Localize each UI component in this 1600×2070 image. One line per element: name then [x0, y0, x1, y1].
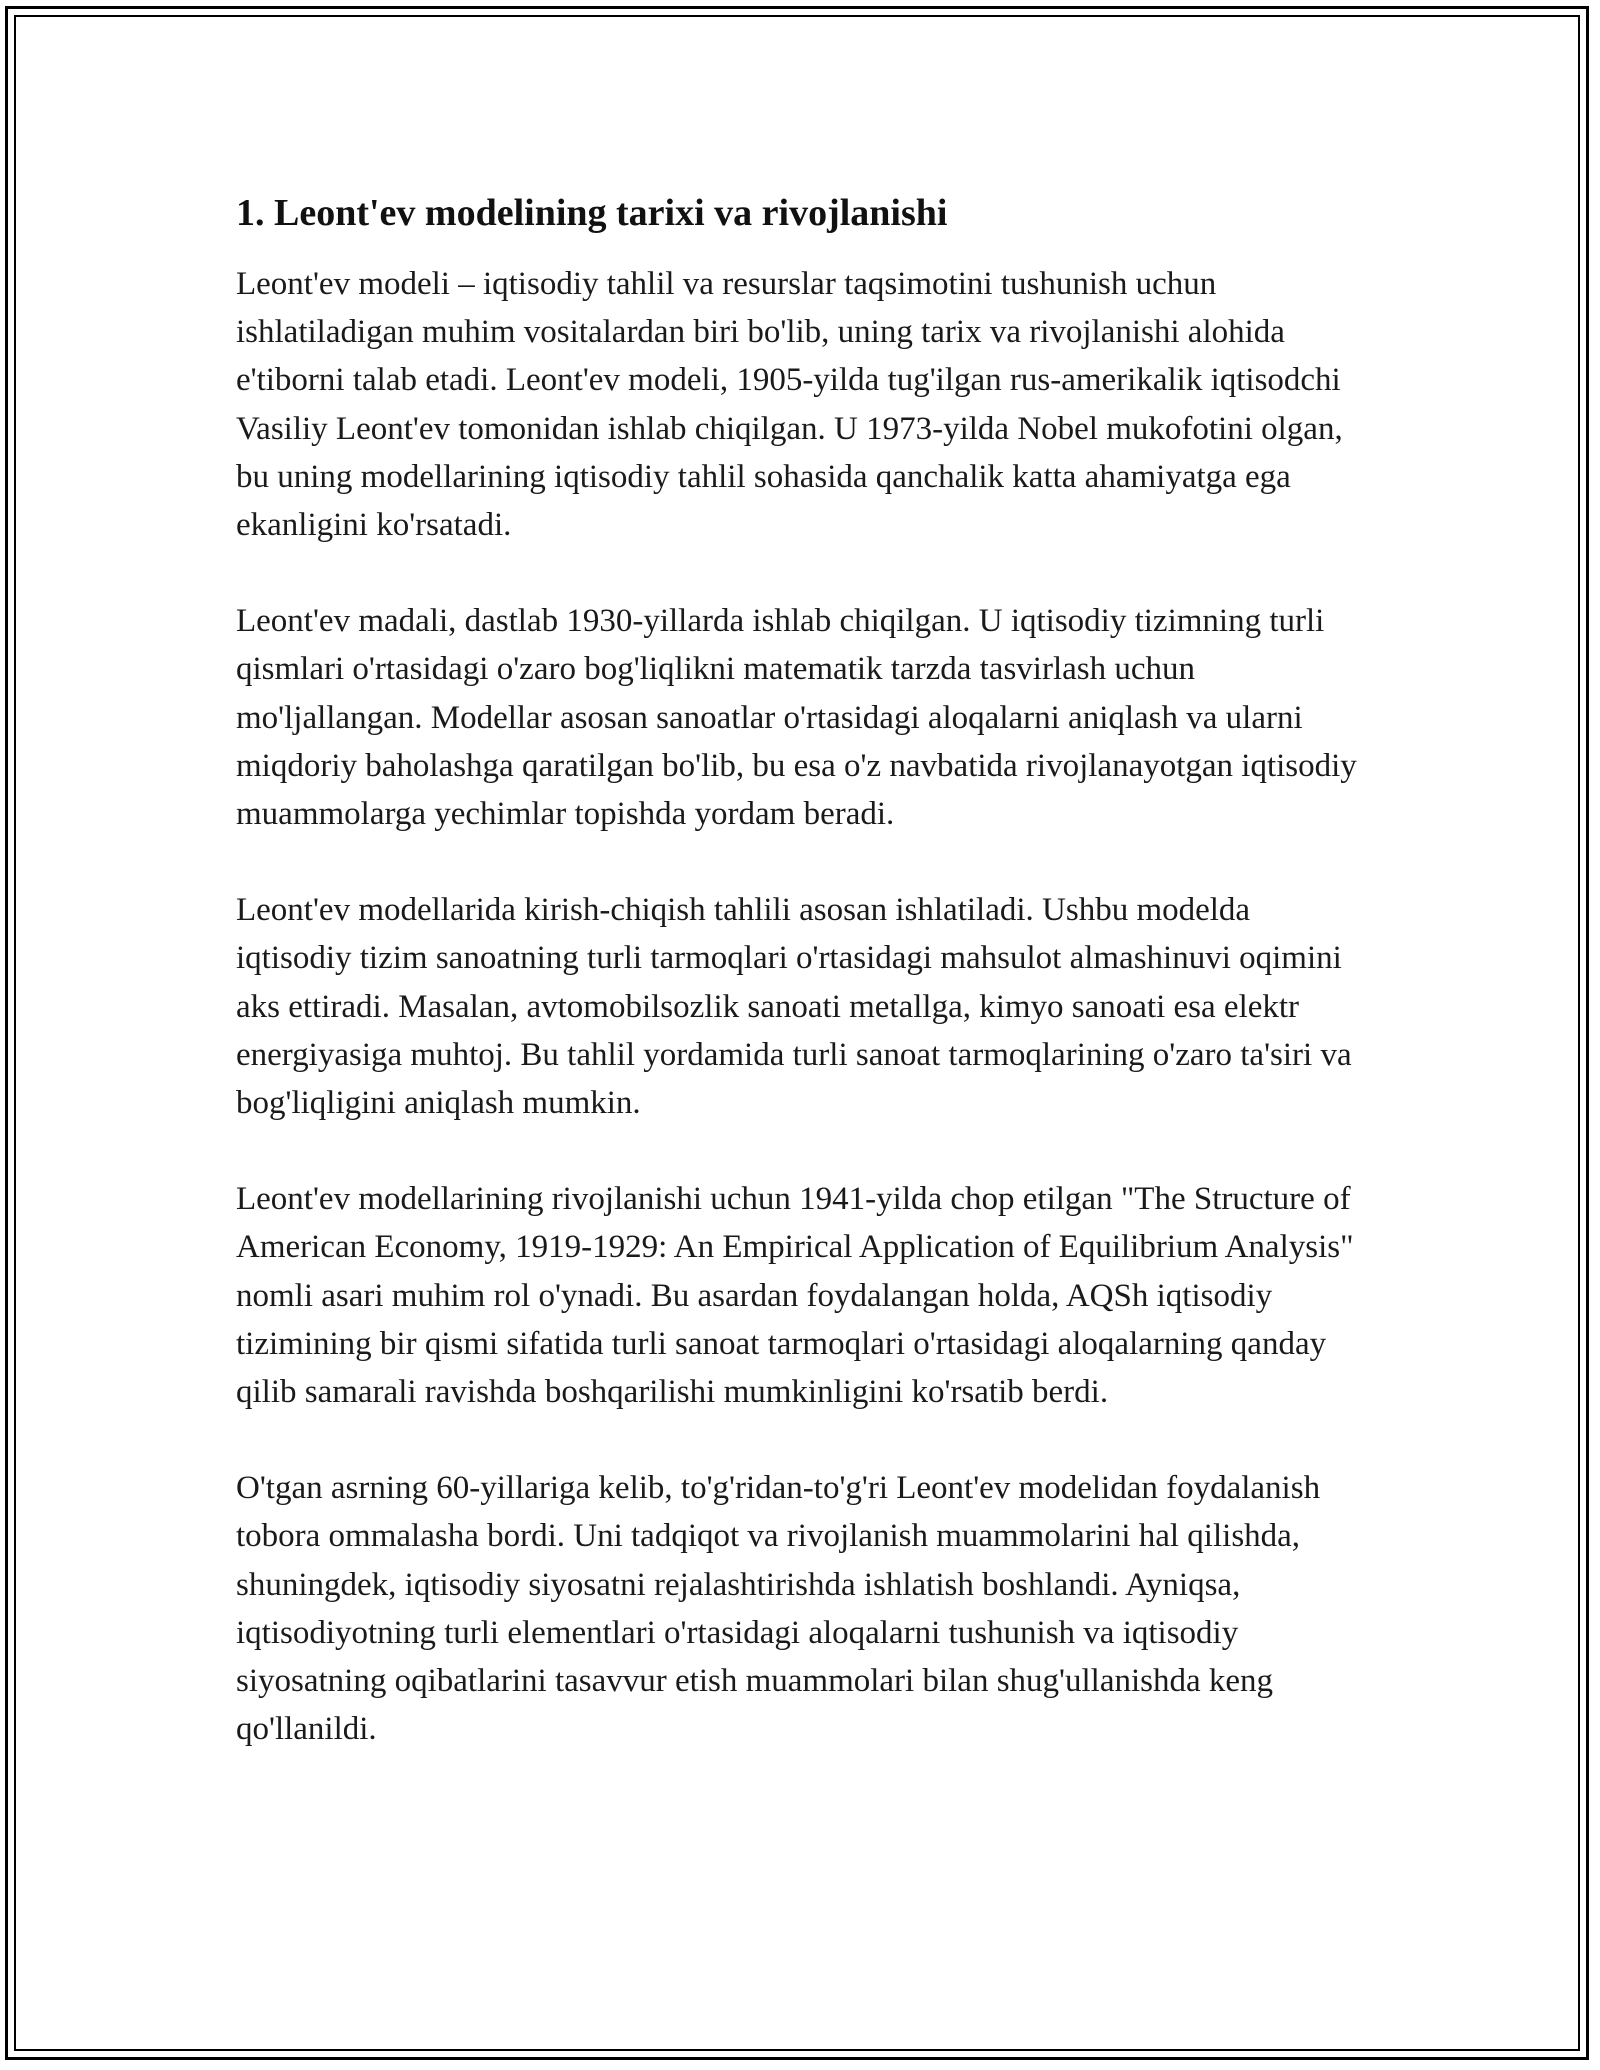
paragraph-5: O'tgan asrning 60-yillariga kelib, to'g'ridan-to'g'ri Leont'ev modelidan foydalanish tobora ommalasha bordi. Uni tadqiqot va rivojlanish muammolarini hal qilishda, shuningdek, iqtisodiy siyosatni rejalashtirishda ishlatish boshlandi. Ayniqsa, iqtisodiyotning turli elementlari o'rtasidagi aloqalarni tushunish va iqtisodiy siyosatning oqibatlarini tasavvur etish muammolari bilan shug'ullanishda keng qo'llanildi.	[236, 1470, 1321, 1748]
paragraph-2: Leont'ev madali, dastlab 1930-yillarda ishlab chiqilgan. U iqtisodiy tizimning turli qismlari o'rtasidagi o'zaro bog'liqlikni matematik tarzda tasvirlash uchun mo'ljallangan. Modellar asosan sanoatlar o'rtasidagi aloqalarni aniqlash va ularni miqdoriy baholashga qaratilgan bo'lib, bu esa o'z navbatida rivojlanayotgan iqtisodiy muammolarga yechimlar topishda yordam beradi.	[236, 603, 1357, 833]
paragraph-1: Leont'ev modeli – iqtisodiy tahlil va resurslar taqsimotini tushunish uchun ishlatiladigan muhim vositalardan biri bo'lib, uning tarix va rivojlanishi alohida e'tiborni talab etadi. Leont'ev modeli, 1905-yilda tug'ilgan rus-amerikalik iqtisodchi Vasiliy Leont'ev tomonidan ishlab chiqilgan. U 1973-yilda Nobel mukofotini olgan, bu uning modellarining iqtisodiy tahlil sohasida qanchalik katta ahamiyatga ega ekanligini ko'rsatadi.	[236, 266, 1343, 544]
paragraph-3: Leont'ev modellarida kirish-chiqish tahlili asosan ishlatiladi. Ushbu modelda iqtisodiy tizim sanoatning turli tarmoqlari o'rtasidagi mahsulot almashinuvi oqimini aks ettiradi. Masalan, avtomobilsozlik sanoati metallga, kimyo sanoati esa elektr energiyasiga muhtoj. Bu tahlil yordamida turli sanoat tarmoqlarining o'zaro ta'siri va bog'liqligini aniqlash mumkin.	[236, 892, 1352, 1122]
paragraph-4: Leont'ev modellarining rivojlanishi uchun 1941-yilda chop etilgan "The Structure of American Economy, 1919-1929: An Empirical Application of Equilibrium Analysis" nomli asari muhim rol o'ynadi. Bu asardan foydalangan holda, AQSh iqtisodiy tizimining bir qismi sifatida turli sanoat tarmoqlari o'rtasidagi aloqalarning qanday qilib samarali ravishda boshqarilishi mumkinligini ko'rsatib berdi.	[236, 1181, 1354, 1411]
document-body	[236, 188, 1366, 1801]
section-heading: 1. Leont'ev modelining tarixi va rivojlanishi	[236, 192, 948, 234]
